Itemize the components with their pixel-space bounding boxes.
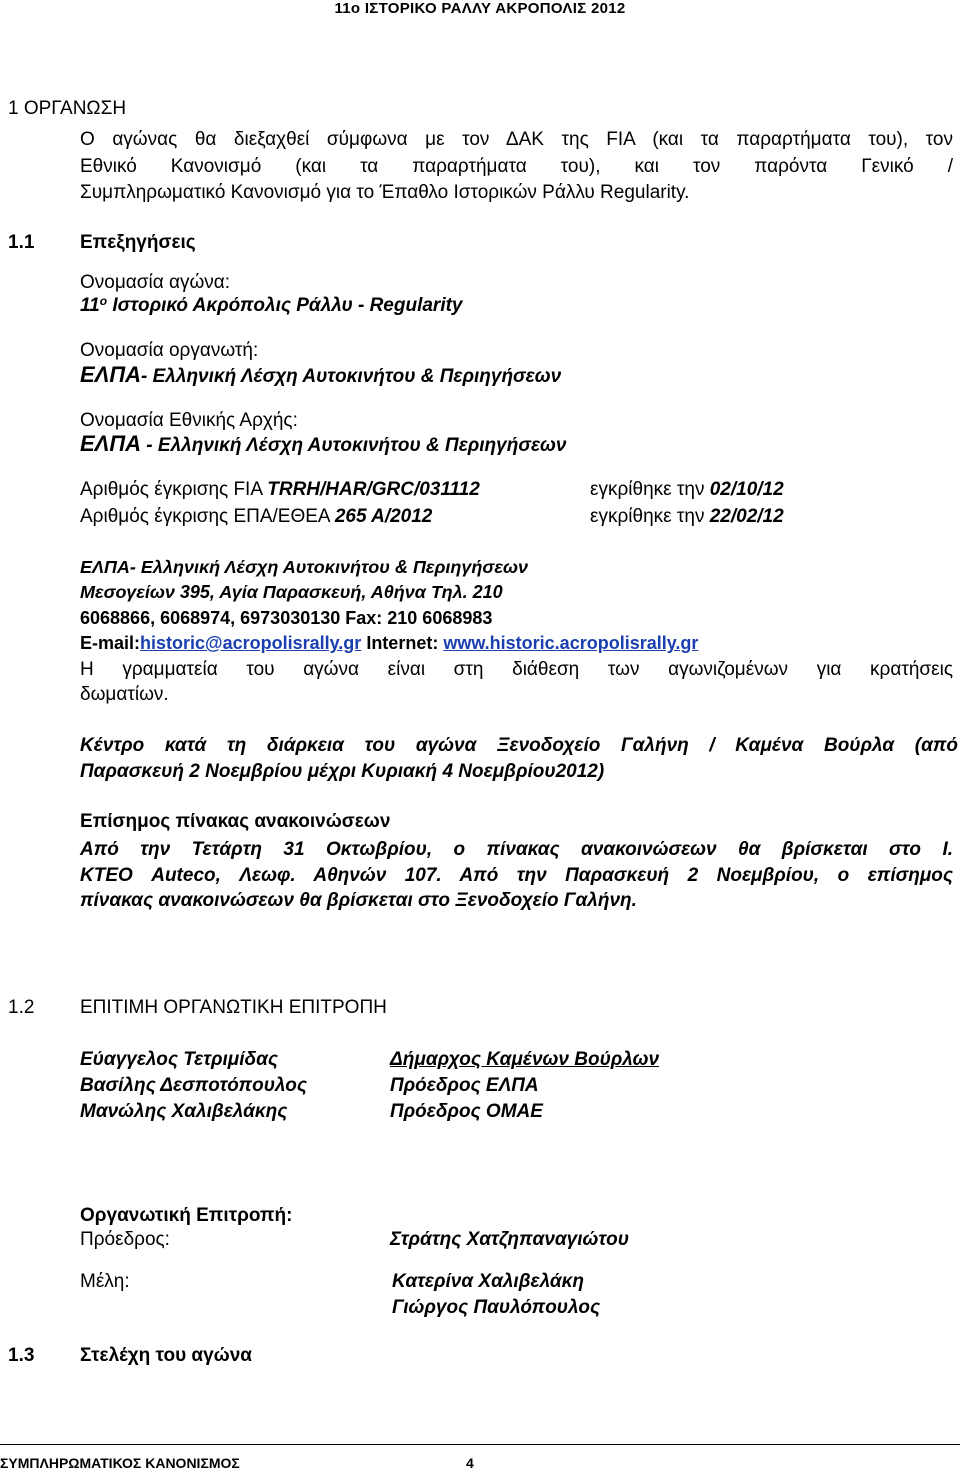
fia-approval-label: Αριθμός έγκρισης FIA — [80, 479, 268, 500]
epa-approved-label: εγκρίθηκε την — [590, 506, 710, 527]
section-1-heading: 1 ΟΡΓΑΝΩΣΗ — [8, 98, 127, 119]
org-committee-president: Στράτης Χατζηπαναγιώτου — [390, 1229, 629, 1250]
organizer-name — [80, 363, 561, 389]
contact-email-line — [80, 632, 698, 654]
epa-approval-date — [590, 505, 784, 528]
footer-title: ΣΥΜΠΛΗΡΩΜΑΤΙΚΟΣ ΚΑΝΟΝΙΣΜΟΣ — [0, 1455, 240, 1471]
contact-org: ΕΛΠΑ- Ελληνική Λέσχη Αυτοκινήτου & Περιηγήσεων — [80, 557, 528, 577]
event-name-superscript: ο — [99, 294, 108, 308]
org-committee-members-label: Μέλη: — [80, 1271, 130, 1292]
section-1-3-number: 1.3 — [8, 1345, 35, 1366]
honorary-member-name-1: Εύαγγελος Τετριμίδας — [80, 1049, 278, 1070]
secretariat-line-2: δωματίων. — [80, 684, 169, 705]
authority-label: Ονομασία Εθνικής Αρχής: — [80, 410, 298, 431]
authority-name — [80, 432, 566, 458]
authority-full-name: - Ελληνική Λέσχη Αυτοκινήτου & Περιηγήσεων — [141, 435, 567, 456]
noticeboard-line-1: Από την Τετάρτη 31 Οκτωβρίου, ο πίνακας ανακοινώσεων θα βρίσκεται στο Ι. — [80, 839, 953, 860]
org-committee-member-2: Γιώργος Παυλόπουλος — [392, 1297, 601, 1318]
section-1-3-title: Στελέχη του αγώνα — [80, 1345, 252, 1366]
fia-date: 02/10/12 — [709, 479, 784, 500]
section-1-intro-line-3: Συμπληρωματικό Κανονισμό για το Έπαθλο Ιστορικών Ράλλυ Regularity. — [80, 182, 690, 203]
fia-approval-number: TRRH/HAR/GRC/031112 — [267, 479, 480, 500]
epa-approval-label: Αριθμός έγκρισης ΕΠΑ/ΕΘΕΑ — [80, 506, 335, 527]
website-link[interactable]: www.historic.acropolisrally.gr — [443, 633, 699, 653]
honorary-member-name-2: Βασίλης Δεσποτόπουλος — [80, 1075, 307, 1096]
organizer-abbr: ΕΛΠΑ — [80, 362, 142, 387]
fia-approved-label: εγκρίθηκε την — [590, 479, 710, 500]
org-committee-president-label: Πρόεδρος: — [80, 1229, 170, 1250]
epa-date: 22/02/12 — [709, 506, 784, 527]
organizer-label: Ονομασία οργανωτή: — [80, 340, 259, 361]
contact-phones: 6068866, 6068974, 6973030130 Fax: 210 6068983 — [80, 608, 493, 628]
contact-address: Μεσογείων 395, Αγία Παρασκευή, Αθήνα Τηλ. 210 — [80, 582, 503, 602]
section-1-intro-line-1: Ο αγώνας θα διεξαχθεί σύμφωνα με τον ΔΑΚ της FIA (και τα παραρτήματα του), τον — [80, 129, 953, 150]
hq-line-1: Κέντρο κατά τη διάρκεια του αγώνα Ξενοδοχείο Γαλήνη / Καμένα Βούρλα (από — [80, 735, 958, 756]
section-1-intro-line-2: Εθνικό Κανονισμό (και τα παραρτήματα του), και τον παρόντα Γενικό / — [80, 156, 953, 177]
epa-approval-number: 265 Α/2012 — [334, 506, 433, 527]
org-committee-member-1: Κατερίνα Χαλιβελάκη — [392, 1271, 585, 1292]
fia-approval — [80, 478, 480, 501]
honorary-member-name-3: Μανώλης Χαλιβελάκης — [80, 1101, 288, 1122]
event-name — [80, 294, 463, 317]
page-header: 11ο ΙΣΤΟΡΙΚΟ ΡΑΛΛΥ ΑΚΡΟΠΟΛΙΣ 2012 — [334, 0, 626, 17]
event-name-text: Ιστορικό Ακρόπολις Ράλλυ - Regularity — [107, 295, 463, 316]
footer-divider — [0, 1444, 960, 1445]
organizer-full-name: - Ελληνική Λέσχη Αυτοκινήτου & Περιηγήσεων — [141, 366, 562, 387]
epa-approval — [80, 505, 432, 528]
org-committee-title: Οργανωτική Επιτροπή: — [80, 1205, 293, 1226]
fia-approval-date — [590, 478, 784, 501]
noticeboard-line-2: ΚΤΕΟ Auteco, Λεωφ. Αθηνών 107. Από την Παρασκευή 2 Νοεμβρίου, ο επίσημος — [80, 865, 953, 886]
event-name-label: Ονομασία αγώνα: — [80, 272, 231, 293]
noticeboard-title: Επίσημος πίνακας ανακοινώσεων — [80, 811, 391, 832]
event-name-number: 11 — [80, 295, 100, 316]
section-1-2-title: ΕΠΙΤΙΜΗ ΟΡΓΑΝΩΤΙΚΗ ΕΠΙΤΡΟΠΗ — [80, 997, 387, 1018]
authority-abbr: ΕΛΠΑ — [80, 431, 142, 456]
section-1-1-number: 1.1 — [8, 232, 35, 253]
honorary-member-role-2: Πρόεδρος ΕΛΠΑ — [390, 1075, 539, 1096]
honorary-member-role-1: Δήμαρχος Καμένων Βούρλων — [390, 1049, 660, 1070]
secretariat-line-1: Η γραμματεία του αγώνα είναι στη διάθεση των αγωνιζομένων για κρατήσεις — [80, 659, 953, 680]
section-1-1-title: Επεξηγήσεις — [80, 232, 196, 253]
hq-line-2: Παρασκευή 2 Νοεμβρίου μέχρι Κυριακή 4 Νοεμβρίου2012) — [80, 761, 605, 782]
page-number: 4 — [466, 1455, 474, 1471]
noticeboard-line-3: πίνακας ανακοινώσεων θα βρίσκεται στο Ξενοδοχείο Γαλήνη. — [80, 890, 637, 911]
email-link[interactable]: historic@acropolisrally.gr — [140, 633, 362, 653]
internet-label: Internet: — [361, 633, 444, 653]
section-1-2-number: 1.2 — [8, 997, 35, 1018]
email-label: E-mail: — [80, 633, 141, 653]
honorary-member-role-3: Πρόεδρος ΟΜΑΕ — [390, 1101, 543, 1122]
